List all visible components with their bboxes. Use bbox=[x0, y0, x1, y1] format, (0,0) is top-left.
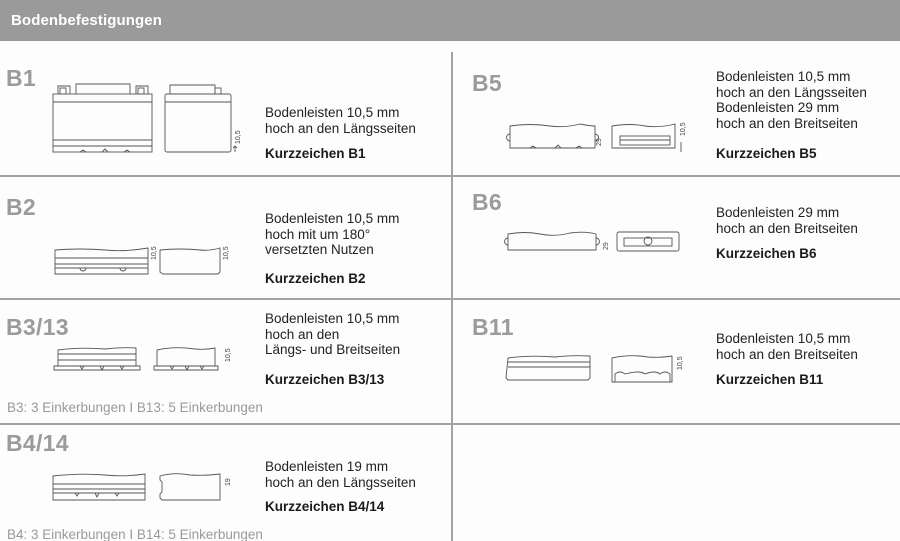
svg-text:19: 19 bbox=[225, 478, 232, 486]
svg-text:29: 29 bbox=[596, 138, 603, 146]
item-description: Bodenleisten 10,5 mm hoch an den Breitseiten bbox=[716, 331, 858, 362]
battery-drawing-b3-13 bbox=[50, 344, 250, 384]
section-title: Bodenbefestigungen bbox=[11, 12, 162, 29]
svg-text:10,5: 10,5 bbox=[151, 246, 158, 260]
item-description: Bodenleisten 29 mm hoch an den Breitseiten bbox=[716, 205, 858, 236]
item-code: B1 bbox=[6, 65, 37, 91]
item-description: Bodenleisten 10,5 mm hoch an den Längs- und Breitseiten bbox=[265, 311, 401, 357]
battery-drawing-b2 bbox=[50, 244, 250, 284]
svg-text:10,5: 10,5 bbox=[677, 356, 684, 370]
svg-text:29: 29 bbox=[603, 242, 610, 250]
item-code: B2 bbox=[6, 194, 37, 220]
row-divider bbox=[0, 298, 900, 300]
item-short-label: Kurzzeichen B6 bbox=[716, 246, 817, 261]
item-code: B6 bbox=[472, 189, 503, 215]
row-divider bbox=[0, 423, 900, 425]
battery-drawing-b5 bbox=[500, 118, 700, 163]
svg-text:10,5: 10,5 bbox=[680, 122, 687, 136]
item-note: B3: 3 Einkerbungen I B13: 5 Einkerbungen bbox=[7, 400, 263, 415]
battery-drawing-b6 bbox=[500, 228, 700, 260]
item-note: B4: 3 Einkerbungen I B14: 5 Einkerbungen bbox=[7, 527, 263, 541]
item-code: B4/14 bbox=[6, 430, 69, 456]
item-short-label: Kurzzeichen B3/13 bbox=[265, 372, 385, 387]
item-short-label: Kurzzeichen B4/14 bbox=[265, 499, 385, 514]
item-short-label: Kurzzeichen B5 bbox=[716, 146, 817, 161]
svg-text:10,5: 10,5 bbox=[235, 130, 242, 144]
item-code: B11 bbox=[472, 314, 514, 340]
battery-drawing-b4-14 bbox=[50, 470, 250, 510]
item-code: B5 bbox=[472, 70, 503, 96]
item-short-label: Kurzzeichen B1 bbox=[265, 146, 366, 161]
row-divider bbox=[0, 175, 900, 177]
item-short-label: Kurzzeichen B2 bbox=[265, 271, 366, 286]
battery-drawing-b1 bbox=[50, 82, 250, 162]
item-description: Bodenleisten 10,5 mm hoch mit um 180° versetzten Nutzen bbox=[265, 211, 400, 257]
item-description: Bodenleisten 10,5 mm hoch an den Längsseiten bbox=[265, 105, 416, 136]
section-header bbox=[0, 0, 900, 41]
item-description: Bodenleisten 10,5 mm hoch an den Längsseiten Bodenleisten 29 mm hoch an den Breitseiten bbox=[716, 69, 867, 131]
item-code: B3/13 bbox=[6, 314, 69, 340]
battery-drawing-b11 bbox=[500, 352, 700, 392]
svg-text:10,5: 10,5 bbox=[223, 246, 230, 260]
svg-text:10,5: 10,5 bbox=[225, 348, 232, 362]
item-description: Bodenleisten 19 mm hoch an den Längsseiten bbox=[265, 459, 416, 490]
item-short-label: Kurzzeichen B11 bbox=[716, 372, 824, 387]
column-divider bbox=[451, 52, 453, 541]
